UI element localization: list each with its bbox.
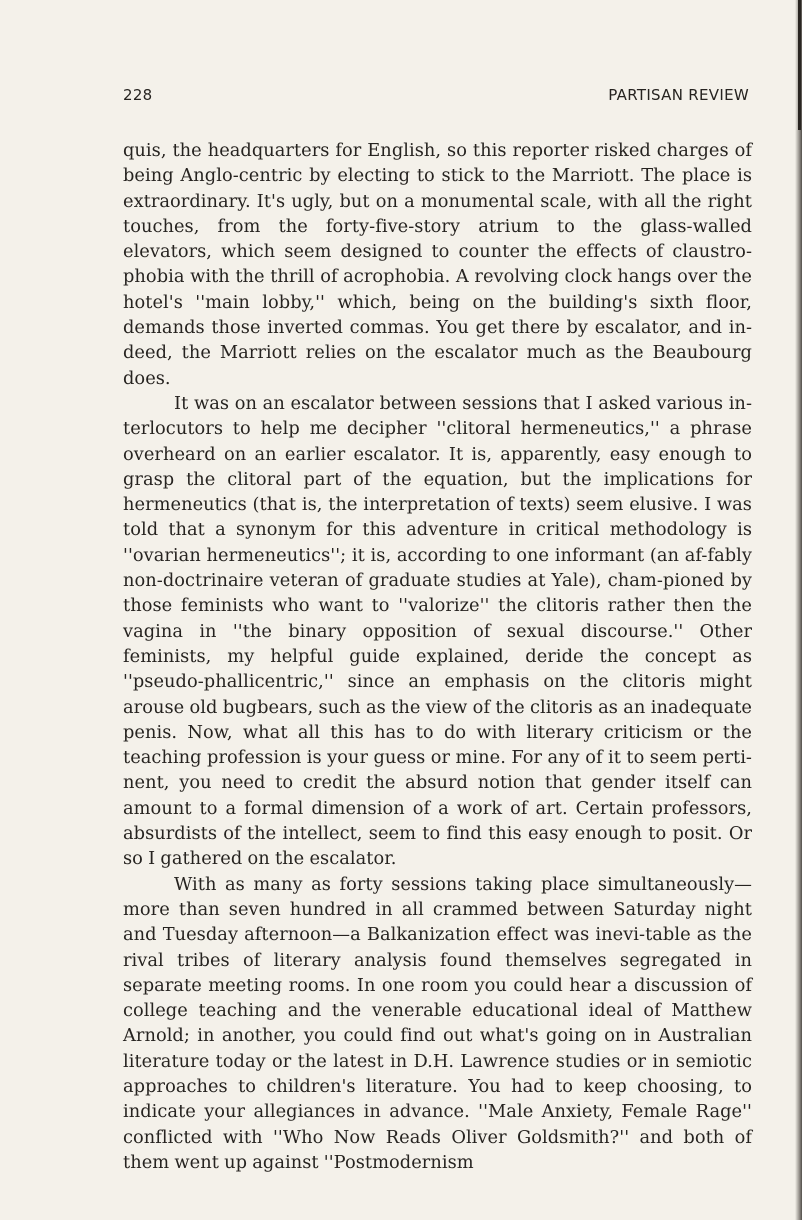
page-edge-shadow xyxy=(795,0,802,1220)
page-edge-mark xyxy=(798,0,801,130)
page-number: 228 xyxy=(123,86,153,104)
paragraph: With as many as forty sessions taking place simultaneously— more than seven hundred in all crammed between Saturday night and Tuesday afternoon—a Balkanization effect was inevi-table as the rival tribes of literary analysis found themselves segregated in separate meeting rooms. In one room you could hear a discussion of college teaching and the venerable educational ideal of Matthew Arnold; in another, you could find out what's going on in Australian literature today or the latest in D.H. Lawrence studies or in semiotic approaches to children's literature. You had to keep choosing, to indicate your allegiances in advance. ''Male Anxiety, Female Rage'' conflicted with ''Who Now Reads Oliver Goldsmith?'' and both of them went up against ''Postmodernism xyxy=(123,873,752,1173)
paragraph: It was on an escalator between sessions that I asked various in-terlocutors to help me decipher ''clitoral hermeneutics,'' a phrase overheard on an earlier escalator. It is, apparently, easy enough to grasp the clitoral part of the equation, but the implications for hermeneutics (that is, the interpretation of texts) seem elusive. I was told that a synonym for this adventure in critical methodology is ''ovarian hermeneutics''; it is, according to one informant (an af-fably non-doctrinaire veteran of graduate studies at Yale), cham-pioned by those feminists who want to ''valorize'' the clitoris rather then the vagina in ''the binary opposition of sexual discourse.'' Other feminists, my helpful guide explained, deride the concept as ''pseudo-phallicentric,'' since an emphasis on the clitoris might arouse old bugbears, such as the view of the clitoris as an inadequate penis. Now, what all this has to do with literary criticism or the teaching profession is your guess or mine. For any of it to seem perti-nent, you need to credit the absurd notion that gender itself can amount to a formal dimension of a work of art. Certain professors, absurdists of the intellect, seem to find this easy enough to posit. Or so I gathered on the escalator. xyxy=(123,392,752,870)
journal-title: PARTISAN REVIEW xyxy=(608,86,749,104)
article-body xyxy=(123,138,752,1175)
paragraph-continued: quis, the headquarters for English, so this reporter risked charges of being Anglo-centric by electing to stick to the Marriott. The place is extraordinary. It's ugly, but on a monumental scale, with all the right touches, from the forty-five-story atrium to the glass-walled elevators, which seem designed to counter the effects of claustro-phobia with the thrill of acrophobia. A revolving clock hangs over the hotel's ''main lobby,'' which, being on the building's sixth floor, demands those inverted commas. You get there by escalator, and in-deed, the Marriott relies on the escalator much as the Beaubourg does. xyxy=(123,140,752,389)
running-header xyxy=(123,86,749,108)
